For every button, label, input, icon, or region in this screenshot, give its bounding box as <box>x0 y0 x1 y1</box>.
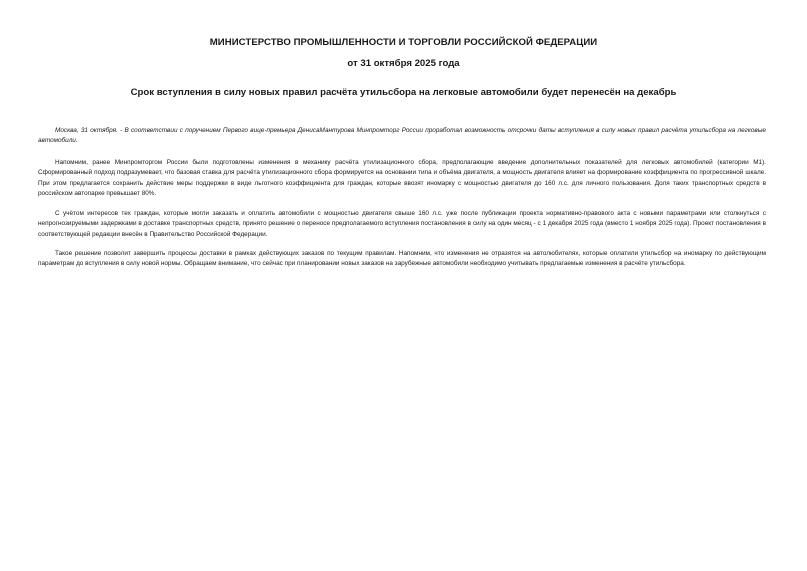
article-headline: Срок вступления в силу новых правил расчёта утильсбора на легковые автомобили будет перенесён на декабрь <box>130 87 677 98</box>
article-paragraph: Напомним, ранее Минпромторгом России были подготовлены изменения в механику расчёта утилизационного сбора, предполагающие введение дополнительных показателей для легковых автомобилей (категории М1). Сформированный подход подразумевает, что базовая ставка для расчёта утилизационного сбора формируется на основании типа и объёма двигателя, а мощность двигателя влияет на формирование коэффициента по прогрессивной шкале. При этом предлагается сохранить действие меры поддержки в виде льготного коэффициента для граждан, которые ввозят иномарку с мощностью двигателя до 160 л.с. для личного пользования. Доля таких транспортных средств в российском автопарке превышает 80%. <box>38 159 766 197</box>
article-paragraph: Такое решение позволит завершить процессы доставки в рамках действующих заказов по текущим правилам. Напомним, что изменения не отразятся на автолюбителях, которые оплатили утильсбор на иномарку по действующим параметрам до вступления в силу новой нормы. Обращаем внимание, что сейчас при планировании новых заказов на зарубежные автомобили необходимо учитывать предлагаемые изменения в расчёте утильсбора. <box>38 250 766 268</box>
ministry-title: МИНИСТЕРСТВО ПРОМЫШЛЕННОСТИ И ТОРГОВЛИ РОССИЙСКОЙ ФЕДЕРАЦИИ <box>209 37 598 48</box>
press-release-date: от 31 октября 2025 года <box>347 58 460 69</box>
article-paragraph: С учётом интересов тех граждан, которые могли заказать и оплатить автомобили с мощностью двигателя свыше 160 л.с. уже после публикации проекта нормативно-правового акта с новыми параметрами или столкнуться с непрогнозируемыми задержками в доставке транспортных средств, принято решение о переносе предполагаемого вступления постановления в силу на один месяц - с 1 декабря 2025 года (вместо 1 ноября 2025 года). Проект постановления в соответствующей редакции внесён в Правительство Российской Федерации. <box>38 210 766 238</box>
article-lead: Москва, 31 октября. - В соответствии с поручением Первого вице-премьера ДенисаМантурова Минпромторг России проработал возможность отсрочки даты вступления в силу новых правил расчёта утильсбора на легковые автомобили. <box>38 127 766 145</box>
